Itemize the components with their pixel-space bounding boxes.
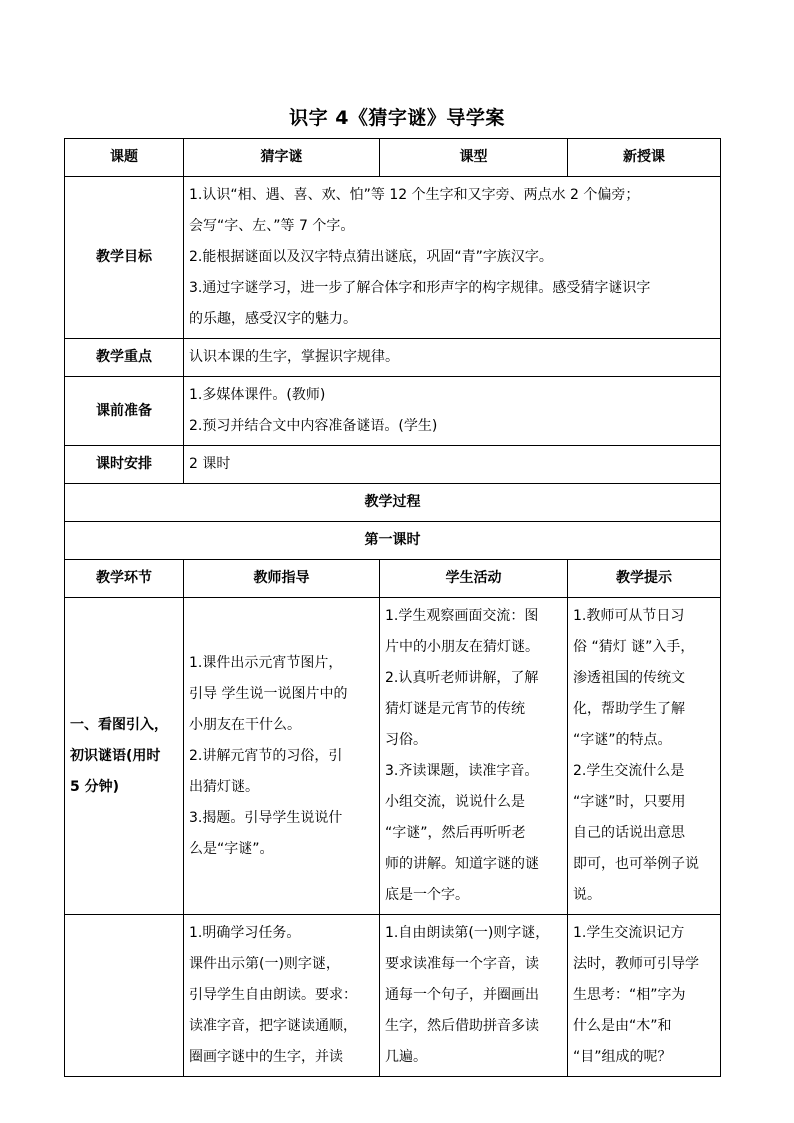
- prep-label: 课前准备: [65, 377, 184, 446]
- teacher-cell: [184, 915, 380, 1077]
- tips-line: 什么是由“木”和: [573, 1018, 672, 1034]
- lesson-row: [65, 522, 721, 560]
- prep-line: 1.多媒体课件。(教师): [189, 387, 326, 403]
- student-line: 几遍。: [385, 1049, 427, 1065]
- teacher-cell: [184, 598, 380, 915]
- teacher-line: 出猜灯谜。: [189, 778, 259, 795]
- teacher-line: 么是“字谜”。: [189, 840, 274, 857]
- table-row: [65, 915, 721, 1077]
- focus-row: [65, 339, 721, 377]
- process-title: 教学过程: [65, 484, 721, 522]
- tips-line: 法时，教师可引导学: [573, 956, 699, 972]
- tips-line: 自己的话说出意思: [573, 825, 685, 841]
- tips-line: 2.学生交流什么是: [573, 763, 685, 779]
- goals-text: [184, 177, 721, 339]
- teacher-line: 1.明确学习任务。: [189, 925, 301, 941]
- stage-line: 5 分钟): [70, 778, 120, 795]
- type-value: 新授课: [568, 139, 721, 177]
- col-tips: 教学提示: [568, 560, 721, 598]
- subject-value: 猜字谜: [184, 139, 380, 177]
- page-title: 识字 4《猜字谜》导学案: [289, 107, 505, 129]
- student-line: 猜灯谜是元宵节的传统: [385, 701, 525, 717]
- student-line: 片中的小朋友在猜灯谜。: [385, 639, 539, 655]
- student-cell: [380, 915, 568, 1077]
- schedule-text: 2 课时: [184, 446, 721, 484]
- table-row: [65, 598, 721, 915]
- goal-line: 的乐趣，感受汉字的魅力。: [189, 311, 357, 327]
- prep-row: [65, 377, 721, 446]
- tips-line: 1.教师可从节日习: [573, 608, 685, 624]
- col-stage: 教学环节: [65, 560, 184, 598]
- teacher-line: 引导 学生说一说图片中的: [189, 685, 348, 702]
- student-line: 2.认真听老师讲解，了解: [385, 670, 539, 686]
- tips-line: “目”组成的呢？: [573, 1049, 672, 1065]
- stage-cell: [65, 915, 184, 1077]
- teacher-line: 圈画字谜中的生字，并读: [189, 1049, 343, 1065]
- student-line: 3.齐读课题，读准字音。: [385, 763, 539, 779]
- prep-line: 2.预习并结合文中内容准备谜语。(学生): [189, 418, 438, 434]
- stage-line: 一、看图引入，: [70, 716, 168, 733]
- student-line: 要求读准每一个字音，读: [385, 956, 539, 972]
- prep-text: [184, 377, 721, 446]
- col-student: 学生活动: [380, 560, 568, 598]
- tips-line: 渗透祖国的传统文: [573, 670, 685, 686]
- goals-row: [65, 177, 721, 339]
- teacher-line: 3.揭题。引导学生说说什: [189, 809, 343, 826]
- tips-line: 化，帮助学生了解: [573, 701, 685, 717]
- student-line: 师的讲解。知道字谜的谜: [385, 856, 539, 872]
- student-line: 1.学生观察画面交流：图: [385, 608, 539, 624]
- focus-label: 教学重点: [65, 339, 184, 377]
- goal-line: 1.认识“相、遇、喜、欢、怕”等 12 个生字和又字旁、两点水 2 个偏旁；: [189, 187, 640, 203]
- teacher-line: 引导学生自由朗读。要求：: [189, 987, 357, 1003]
- student-line: 习俗。: [385, 732, 427, 748]
- column-header-row: [65, 560, 721, 598]
- header-row: [65, 139, 721, 177]
- subject-label: 课题: [65, 139, 184, 177]
- student-cell: [380, 598, 568, 915]
- tips-cell: [568, 598, 721, 915]
- goal-line: 3.通过字谜学习，进一步了解合体字和形声字的构字规律。感受猜字谜识字: [189, 280, 651, 296]
- focus-text: 认识本课的生字，掌握识字规律。: [184, 339, 721, 377]
- tips-line: “字谜”时，只要用: [573, 794, 686, 810]
- goals-label: 教学目标: [65, 177, 184, 339]
- stage-line: 初识谜语(用时: [70, 747, 161, 764]
- teacher-line: 2.讲解元宵节的习俗，引: [189, 747, 343, 764]
- goal-line: 2.能根据谜面以及汉字特点猜出谜底，巩固“青”字族汉字。: [189, 249, 553, 265]
- tips-line: 生思考：“相”字为: [573, 987, 686, 1003]
- student-line: “字谜”，然后再听听老: [385, 825, 526, 841]
- process-row: [65, 484, 721, 522]
- stage-cell: [65, 598, 184, 915]
- student-line: 生字，然后借助拼音多读: [385, 1018, 539, 1034]
- student-line: 底是一个字。: [385, 887, 469, 903]
- tips-line: 俗 “猜灯 谜”入手，: [573, 639, 695, 655]
- teacher-line: 读准字音，把字谜读通顺，: [189, 1018, 357, 1034]
- tips-line: 1.学生交流识记方: [573, 925, 685, 941]
- student-line: 通每一个句子，并圈画出: [385, 987, 539, 1003]
- tips-line: “字谜”的特点。: [573, 732, 672, 748]
- teacher-line: 课件出示第(一)则字谜，: [189, 956, 340, 972]
- col-teacher: 教师指导: [184, 560, 380, 598]
- goal-line: 会写“字、左、”等 7 个字。: [189, 218, 355, 234]
- teacher-line: 小朋友在干什么。: [189, 716, 301, 733]
- schedule-row: [65, 446, 721, 484]
- tips-line: 说。: [573, 887, 601, 903]
- schedule-label: 课时安排: [65, 446, 184, 484]
- student-line: 小组交流，说说什么是: [385, 794, 525, 810]
- type-label: 课型: [380, 139, 568, 177]
- teacher-line: 1.课件出示元宵节图片，: [189, 654, 343, 671]
- tips-cell: [568, 915, 721, 1077]
- student-line: 1.自由朗读第(一)则字谜，: [385, 925, 550, 941]
- tips-line: 即可，也可举例子说: [573, 856, 699, 872]
- lesson-plan-table: [64, 138, 721, 1077]
- lesson-title: 第一课时: [65, 522, 721, 560]
